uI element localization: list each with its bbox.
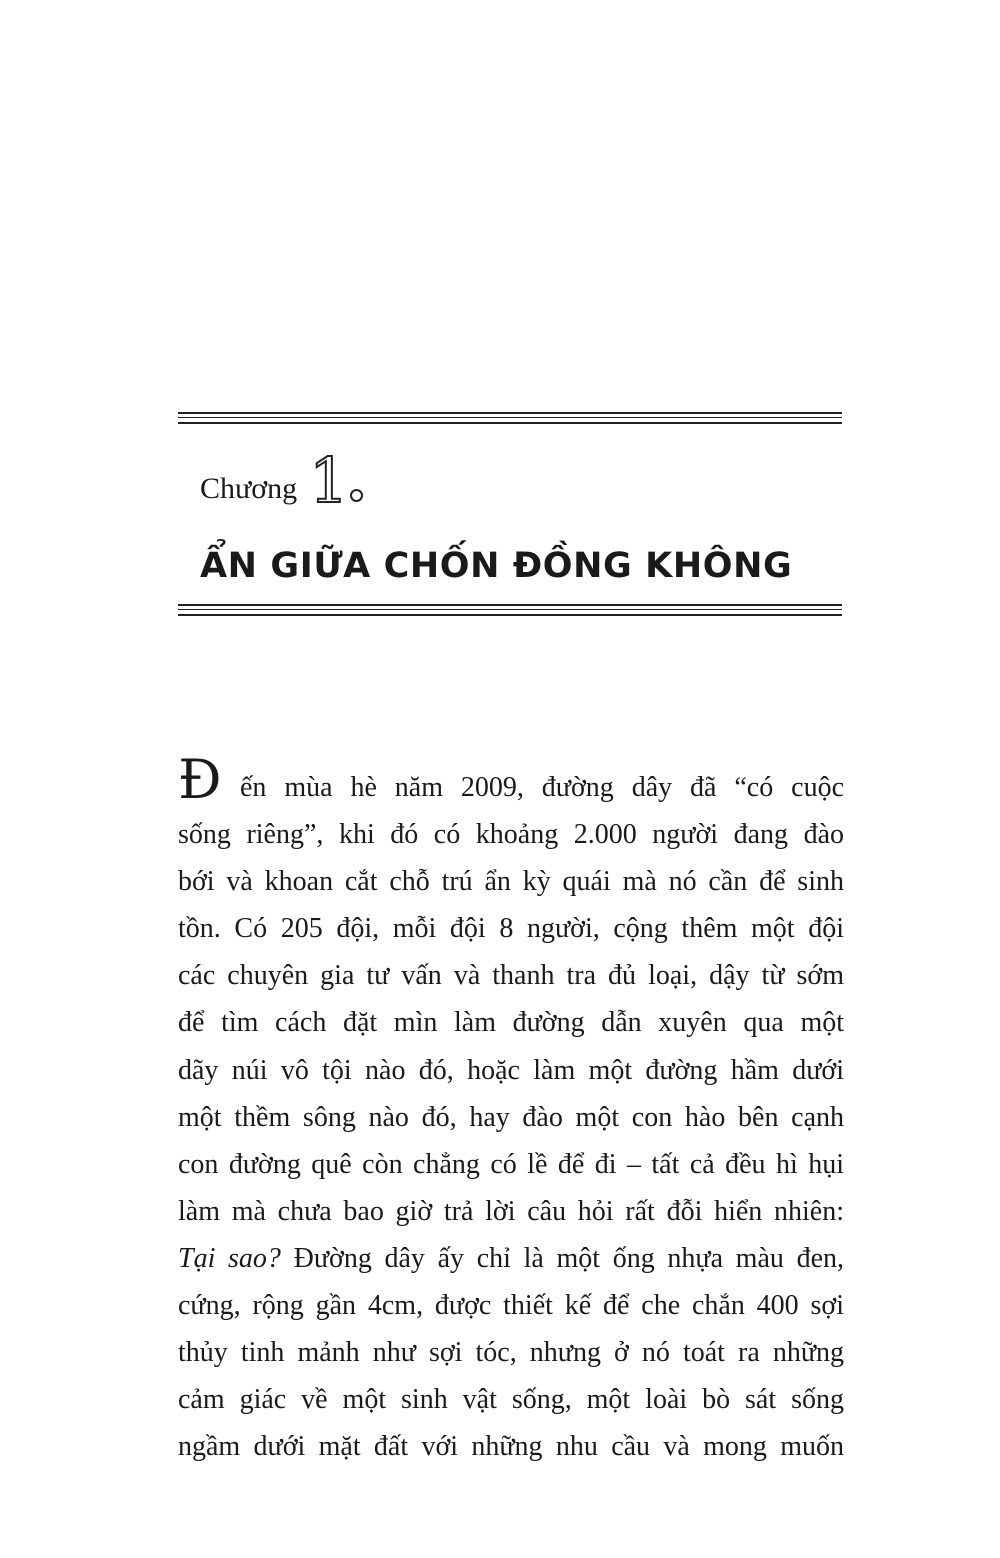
chapter-ornament-dot bbox=[350, 489, 363, 502]
body-line: dãy núi vô tội nào đó, hoặc làm một đường hầm dưới bbox=[178, 1054, 844, 1086]
body-line-text: Đường dây ấy chỉ là một ống nhựa màu đen, bbox=[280, 1242, 844, 1274]
body-line-text: ến mùa hè năm 2009, đường dây đã “có cuộc bbox=[240, 772, 844, 803]
body-line: để tìm cách đặt mìn làm đường dẫn xuyên qua một bbox=[178, 1007, 844, 1039]
body-line: một thềm sông nào đó, hay đào một con hào bên cạnh bbox=[178, 1101, 844, 1133]
body-line bbox=[178, 748, 844, 811]
body-paragraph bbox=[178, 748, 844, 1470]
body-line: bới và khoan cắt chỗ trú ẩn kỳ quái mà nó cần để sinh bbox=[178, 866, 844, 898]
body-line: các chuyên gia tư vấn và thanh tra đủ loại, dậy từ sớm bbox=[178, 960, 844, 992]
body-line bbox=[178, 1235, 844, 1282]
body-line: làm mà chưa bao giờ trả lời câu hỏi rất đỗi hiển nhiên: bbox=[178, 1195, 844, 1227]
chapter-heading bbox=[200, 440, 363, 517]
body-line: con đường quê còn chẳng có lề để đi – tất cả đều hì hụi bbox=[178, 1148, 844, 1180]
body-line: sống riêng”, khi đó có khoảng 2.000 người đang đào bbox=[178, 819, 844, 851]
chapter-label: Chương bbox=[200, 472, 298, 505]
chapter-top-rule bbox=[178, 412, 842, 424]
italic-phrase: Tại sao? bbox=[178, 1242, 281, 1274]
body-line: tồn. Có 205 đội, mỗi đội 8 người, cộng thêm một đội bbox=[178, 913, 844, 945]
chapter-number: 1 bbox=[309, 444, 347, 517]
body-line: thủy tinh mảnh như sợi tóc, nhưng ở nó toát ra những bbox=[178, 1337, 844, 1369]
body-line: cảm giác về một sinh vật sống, một loài bò sát sống bbox=[178, 1384, 844, 1416]
chapter-bottom-rule bbox=[178, 604, 842, 616]
body-line: ngầm dưới mặt đất với những nhu cầu và mong muốn bbox=[178, 1431, 844, 1463]
drop-cap: Đ bbox=[178, 748, 222, 811]
body-line: cứng, rộng gần 4cm, được thiết kế để che chắn 400 sợi bbox=[178, 1290, 844, 1322]
chapter-title: ẨN GIỮA CHỐN ĐỒNG KHÔNG bbox=[200, 546, 793, 586]
